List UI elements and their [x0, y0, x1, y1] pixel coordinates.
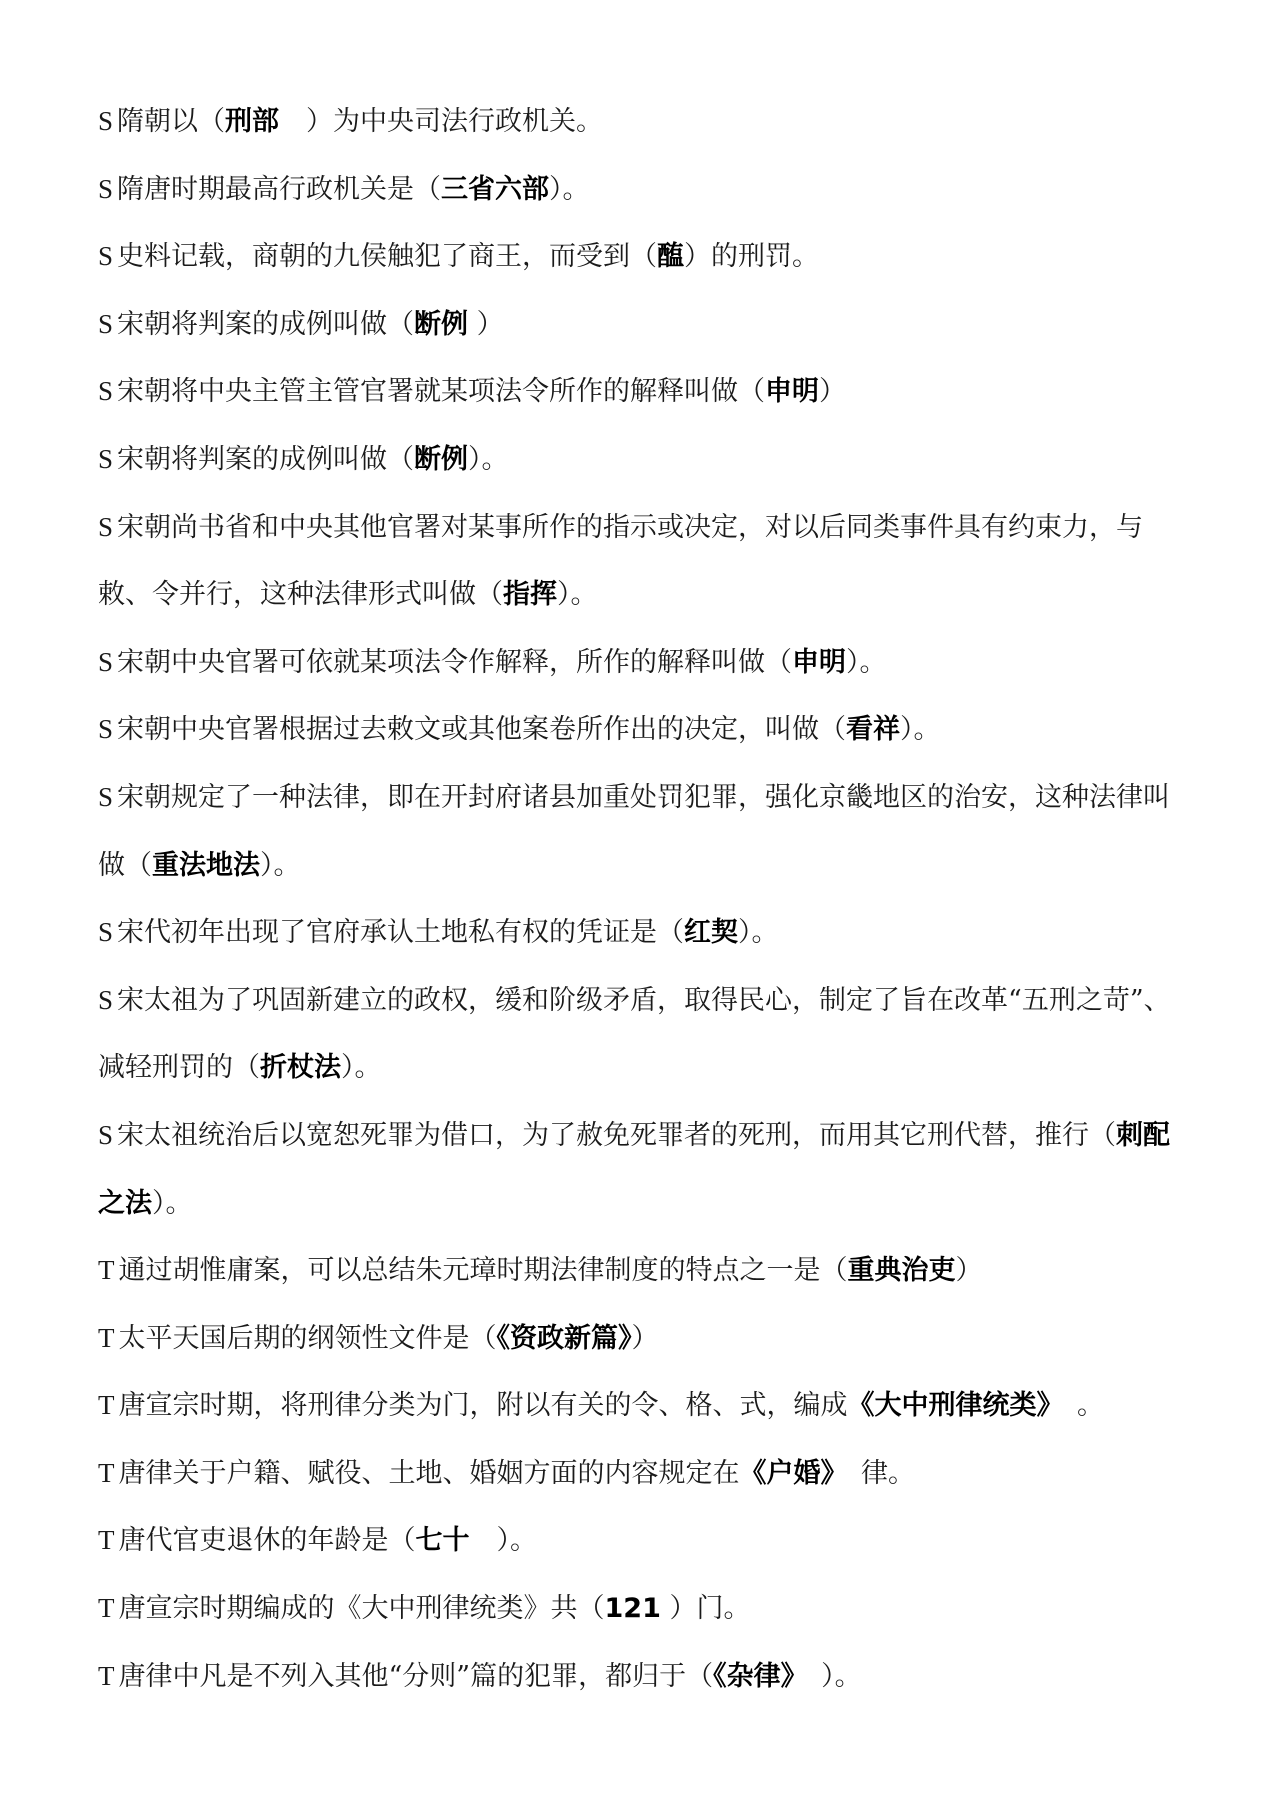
- entry-question: 宋代初年出现了官府承认土地私有权的凭证是（: [117, 917, 685, 949]
- entry-question: 唐代官吏退休的年龄是（: [118, 1525, 416, 1557]
- entry-letter: S: [98, 917, 114, 948]
- entry-suffix: ）。: [260, 849, 301, 881]
- entry-11: [98, 899, 1188, 967]
- entry-answer: 申明: [765, 376, 820, 408]
- entry-3: [98, 223, 1188, 291]
- entry-letter: S: [98, 984, 114, 1015]
- entry-answer: 指挥: [503, 579, 557, 611]
- entry-suffix: ）: [468, 308, 504, 340]
- entry-answer: 看祥: [846, 714, 901, 746]
- entry-question: 史料记载，商朝的九侯触犯了商王，而受到（: [117, 241, 658, 273]
- entry-suffix: ）。: [846, 646, 887, 678]
- entry-question: 宋朝中央官署根据过去敕文或其他案卷所作出的决定，叫做（: [117, 714, 847, 746]
- entry-suffix: ）。: [341, 1052, 382, 1084]
- entry-letter: S: [98, 781, 114, 812]
- entry-suffix: ）门。: [660, 1593, 751, 1625]
- entry-letter: S: [98, 511, 114, 542]
- entry-letter: T: [98, 1593, 115, 1624]
- entry-letter: T: [98, 1457, 115, 1488]
- entry-answer: 醢: [657, 241, 685, 273]
- entry-answer: 重典治吏: [847, 1255, 956, 1287]
- entry-answer: 七十: [415, 1525, 470, 1557]
- entry-answer: 《杂律》: [713, 1660, 795, 1692]
- entry-letter: S: [98, 443, 114, 474]
- entry-question: 唐宣宗时期编成的《大中刑律统类》共（: [118, 1593, 605, 1625]
- entry-16: [98, 1372, 1188, 1440]
- entry-letter: S: [98, 376, 114, 407]
- entry-suffix: ）。: [549, 173, 590, 205]
- entry-question: 通过胡惟庸案，可以总结朱元璋时期法律制度的特点之一是（: [118, 1255, 848, 1287]
- entry-suffix: ）。: [469, 1525, 537, 1557]
- entry-question: 宋朝将判案的成例叫做（: [117, 308, 415, 340]
- entry-1: [98, 88, 1188, 156]
- entry-suffix: ）。: [557, 579, 598, 611]
- entry-18: [98, 1507, 1188, 1575]
- entry-letter: S: [98, 173, 114, 204]
- entry-suffix: ）: [955, 1255, 983, 1287]
- entry-letter: T: [98, 1255, 115, 1286]
- entry-question: 唐宣宗时期，将刑律分类为门，附以有关的令、格、式，编成: [118, 1390, 848, 1422]
- entry-suffix: ）。: [794, 1660, 862, 1692]
- entry-question: 宋朝将中央主管主管官署就某项法令所作的解释叫做（: [117, 376, 766, 408]
- entry-question: 宋太祖统治后以宽恕死罪为借口，为了赦免死罪者的死刑，而用其它刑代替，推行（: [117, 1119, 1117, 1151]
- entry-answer: 《大中刑律统类》: [847, 1390, 1050, 1422]
- entry-8: [98, 629, 1188, 697]
- entry-answer: 折杖法: [260, 1052, 341, 1084]
- entry-question: 宋朝尚书省和中央其他官署对某事所作的指示或决定，对以后同类事件具有约束力，与敕、令并行，这种法律形式叫做（: [98, 511, 1144, 611]
- entry-answer: 三省六部: [441, 173, 550, 205]
- entry-answer: 断例: [414, 308, 469, 340]
- entry-letter: T: [98, 1660, 115, 1691]
- entry-9: [98, 696, 1188, 764]
- entry-4: [98, 291, 1188, 359]
- entry-7: [98, 494, 1188, 629]
- entry-letter: S: [98, 308, 114, 339]
- entry-suffix: ）。: [468, 443, 509, 475]
- entry-suffix: ）的刑罚。: [684, 241, 820, 273]
- entry-answer: 《资政新篇》: [496, 1322, 632, 1354]
- entry-17: [98, 1440, 1188, 1508]
- entry-letter: S: [98, 106, 114, 136]
- entry-suffix: ）。: [738, 917, 779, 949]
- entry-answer: 重法地法: [152, 849, 260, 881]
- entry-question: 隋朝以（: [117, 106, 226, 137]
- entry-14: [98, 1237, 1188, 1305]
- entry-19: [98, 1575, 1188, 1643]
- entry-letter: S: [98, 646, 114, 677]
- entry-answer: 刑部: [225, 106, 280, 137]
- entry-2: [98, 156, 1188, 224]
- entry-question: 唐律关于户籍、赋役、土地、婚姻方面的内容规定在: [118, 1457, 740, 1489]
- entry-letter: T: [98, 1390, 115, 1421]
- entry-10: [98, 764, 1188, 899]
- entry-suffix: 律。: [834, 1457, 915, 1489]
- document-page: [98, 88, 1188, 1710]
- entry-question: 宋太祖为了巩固新建立的政权，缓和阶级矛盾，取得民心，制定了旨在改革“五刑之苛”、减轻刑罚的（: [98, 984, 1171, 1084]
- entry-letter: S: [98, 714, 114, 745]
- entry-letter: S: [98, 241, 114, 272]
- entry-answer: 断例: [414, 443, 469, 475]
- entry-suffix: ）: [631, 1322, 659, 1354]
- entry-suffix: ）为中央司法行政机关。: [279, 106, 604, 137]
- entry-13: [98, 1102, 1188, 1237]
- entry-question: 唐律中凡是不列入其他“分则”篇的犯罪，都归于（: [118, 1660, 714, 1692]
- entry-question: 宋朝中央官署可依就某项法令作解释，所作的解释叫做（: [117, 646, 793, 678]
- entry-15: [98, 1305, 1188, 1373]
- entry-5: [98, 358, 1188, 426]
- entry-question: 太平天国后期的纲领性文件是（: [118, 1322, 497, 1354]
- entry-letter: T: [98, 1322, 115, 1353]
- entry-6: [98, 426, 1188, 494]
- entry-suffix: 。: [1050, 1390, 1104, 1422]
- entry-12: [98, 967, 1188, 1102]
- entry-20: [98, 1643, 1188, 1711]
- entry-question: 宋朝将判案的成例叫做（: [117, 443, 415, 475]
- entry-question: 宋朝规定了一种法律，即在开封府诸县加重处罚犯罪，强化京畿地区的治安，这种法律叫做（: [98, 781, 1171, 881]
- entry-answer: 刺配之法: [98, 1119, 1171, 1219]
- entry-suffix: ）。: [152, 1187, 193, 1219]
- entry-question: 隋唐时期最高行政机关是（: [117, 173, 442, 205]
- entry-letter: T: [98, 1525, 115, 1556]
- entry-answer: 申明: [792, 646, 847, 678]
- entry-answer: 121: [604, 1593, 661, 1625]
- entry-letter: S: [98, 1119, 114, 1150]
- entry-suffix: ）: [819, 376, 847, 408]
- entry-answer: 红契: [684, 917, 739, 949]
- entry-answer: 《户婚》: [739, 1457, 834, 1489]
- entry-suffix: ）。: [900, 714, 941, 746]
